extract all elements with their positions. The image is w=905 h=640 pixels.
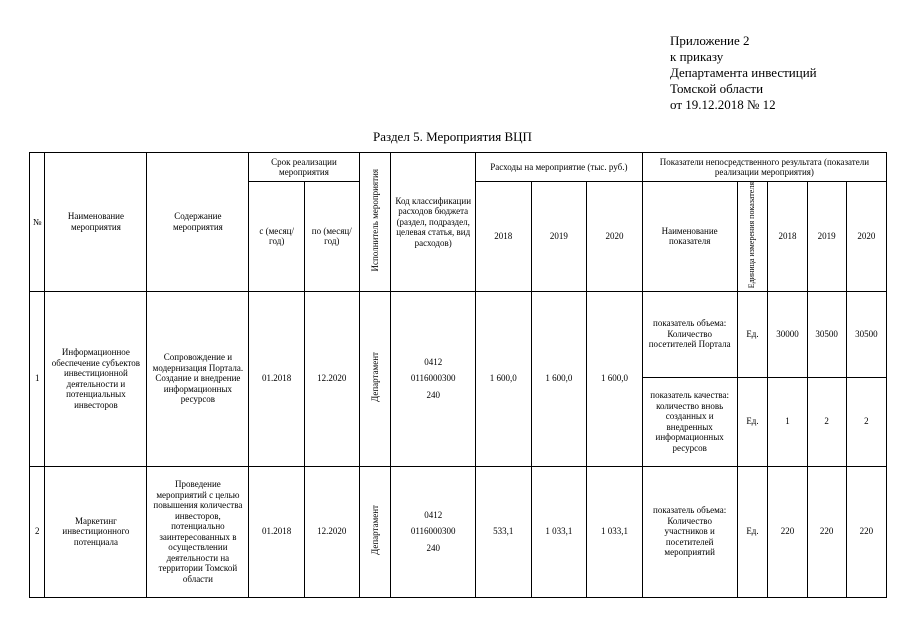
row-indicator-2020: 30500 bbox=[846, 291, 886, 377]
header-measure-name: Наименование мероприятия bbox=[45, 153, 147, 292]
row-indicator-2019: 30500 bbox=[807, 291, 846, 377]
row-indicator-2019: 220 bbox=[807, 466, 846, 597]
appendix-line-5: от 19.12.2018 № 12 bbox=[670, 97, 776, 112]
row-expense-2019: 1 600,0 bbox=[531, 291, 587, 466]
header-unit bbox=[737, 182, 768, 292]
row-indicator-unit: Ед. bbox=[737, 466, 768, 597]
header-period-from: с (месяц/ год) bbox=[249, 182, 305, 292]
header-value-2018: 2018 bbox=[768, 182, 807, 292]
row-measure-content: Сопровождение и модернизация Портала. Создание и внедрение информационных ресурсов bbox=[147, 291, 249, 466]
header-expense-2019: 2019 bbox=[531, 182, 587, 292]
row-num: 2 bbox=[30, 466, 45, 597]
row-budget-code bbox=[391, 466, 475, 597]
row-indicator-2020: 2 bbox=[846, 377, 886, 466]
row-period-from: 01.2018 bbox=[249, 291, 305, 466]
row-executor-text: Департамент bbox=[370, 352, 381, 403]
measures-table bbox=[29, 152, 887, 598]
header-period: Срок реализации мероприятия bbox=[249, 153, 359, 182]
header-expense-2018: 2018 bbox=[475, 182, 531, 292]
table-row bbox=[30, 291, 887, 377]
appendix-line-1: Приложение 2 bbox=[670, 33, 750, 48]
row-num: 1 bbox=[30, 291, 45, 466]
header-value-2019: 2019 bbox=[807, 182, 846, 292]
row-executor-text: Департамент bbox=[370, 505, 381, 556]
row-code-target: 0116000300 bbox=[410, 526, 456, 537]
row-executor bbox=[359, 291, 391, 466]
row-indicator-2019: 2 bbox=[807, 377, 846, 466]
row-indicator-unit: Ед. bbox=[737, 377, 768, 466]
row-measure-content: Проведение мероприятий с целью повышения количества инвесторов, потенциально заинтересованных в осуществлении деятельности на территории Томской области bbox=[147, 466, 249, 597]
row-code-section: 0412 bbox=[424, 509, 443, 520]
row-indicator-2018: 30000 bbox=[768, 291, 807, 377]
header-period-to: по (месяц/ год) bbox=[304, 182, 359, 292]
row-expense-2020: 1 033,1 bbox=[587, 466, 643, 597]
row-indicator-name: показатель качества: количество вновь созданных и внедренных информационных ресурсов bbox=[642, 377, 737, 466]
row-expense-2018: 1 600,0 bbox=[475, 291, 531, 466]
table-row bbox=[30, 466, 887, 597]
row-period-to: 12.2020 bbox=[304, 466, 359, 597]
header-executor-text: Исполнитель мероприятия bbox=[370, 169, 381, 272]
header-expense-2020: 2020 bbox=[587, 182, 643, 292]
header-expenses: Расходы на мероприятие (тыс. руб.) bbox=[475, 153, 642, 182]
row-period-to: 12.2020 bbox=[304, 291, 359, 466]
section-title: Раздел 5. Мероприятия ВЦП bbox=[373, 129, 532, 144]
row-expense-2018: 533,1 bbox=[475, 466, 531, 597]
appendix-line-2: к приказу bbox=[670, 49, 724, 64]
row-code-target: 0116000300 bbox=[410, 373, 456, 384]
row-expense-2019: 1 033,1 bbox=[531, 466, 587, 597]
appendix-line-3: Департамента инвестиций bbox=[670, 65, 817, 80]
row-code-type: 240 bbox=[426, 542, 440, 553]
row-expense-2020: 1 600,0 bbox=[587, 291, 643, 466]
row-code-type: 240 bbox=[426, 389, 440, 400]
header-value-2020: 2020 bbox=[846, 182, 886, 292]
row-indicator-name: показатель объема: Количество участников и посетителей мероприятий bbox=[642, 466, 737, 597]
row-measure-name: Маркетинг инвестиционного потенциала bbox=[45, 466, 147, 597]
row-indicator-unit: Ед. bbox=[737, 291, 768, 377]
header-indicator-name: Наименование показателя bbox=[642, 182, 737, 292]
header-indicators: Показатели непосредственного результата (показатели реализации мероприятия) bbox=[642, 153, 886, 182]
row-indicator-2018: 220 bbox=[768, 466, 807, 597]
row-budget-code bbox=[391, 291, 475, 466]
row-indicator-name: показатель объема: Количество посетителей Портала bbox=[642, 291, 737, 377]
order-appendix-header bbox=[670, 33, 900, 113]
header-measure-content: Содержание мероприятия bbox=[147, 153, 249, 292]
header-unit-text: Единица измерения показателя bbox=[747, 182, 757, 289]
appendix-line-4: Томской области bbox=[670, 81, 764, 96]
row-measure-name: Информационное обеспечение субъектов инвестиционной деятельности и потенциальных инвесторов bbox=[45, 291, 147, 466]
row-indicator-2018: 1 bbox=[768, 377, 807, 466]
row-executor bbox=[359, 466, 391, 597]
header-executor bbox=[359, 153, 391, 292]
row-code-section: 0412 bbox=[424, 356, 443, 367]
row-indicator-2020: 220 bbox=[846, 466, 886, 597]
row-period-from: 01.2018 bbox=[249, 466, 305, 597]
header-num: № bbox=[30, 153, 45, 292]
header-code: Код классификации расходов бюджета (раздел, подраздел, целевая статья, вид расходов) bbox=[391, 153, 475, 292]
